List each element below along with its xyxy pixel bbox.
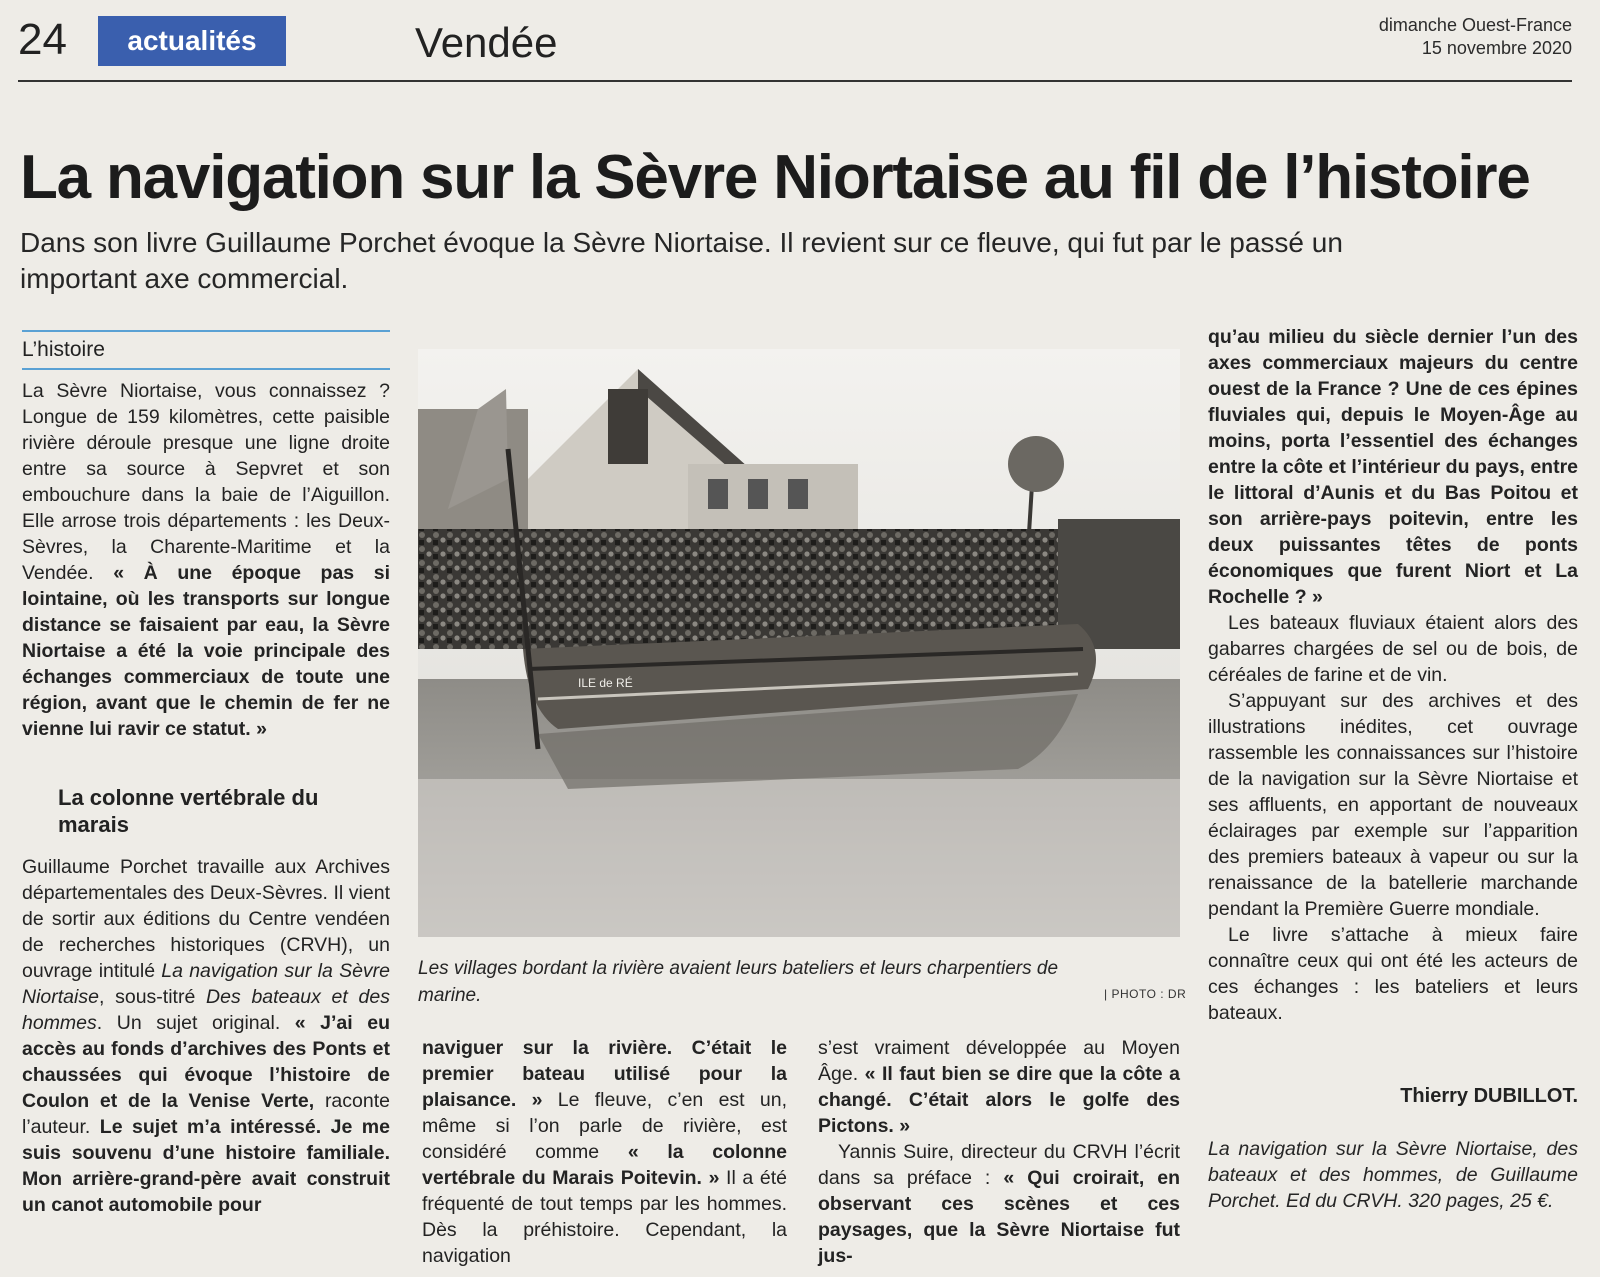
quote-run: « la colonne vertébrale du Marais Poitevin. » [422, 1141, 787, 1189]
region-title: Vendée [415, 19, 558, 66]
text-run: Le fleuve, c’en est un, même si l’on parle de rivière, est considéré comme [422, 1089, 787, 1163]
quote-run: naviguer sur la rivière. C’était le premier bateau utilisé pour la plaisance. » [422, 1037, 787, 1111]
article-standfirst: Dans son livre Guillaume Porchet évoque la Sèvre Niortaise. Il revient sur ce fleuve, qui fut par le passé un important axe commercial. [20, 227, 1343, 294]
book-title: La navigation sur la Sèvre Niortaise [22, 960, 391, 1008]
quote-run: « J’ai eu accès au fonds d’archives des Ponts et chaussées qui évoque l’histoire de Coulon et de la Venise Verte, [22, 1012, 390, 1112]
text-run: , sous-titré [98, 986, 207, 1008]
quote-run: « Qui croirait, en observant ces scènes et ces paysages, que la Sèvre Niortaise fut jus- [818, 1167, 1180, 1267]
column-4 [1208, 324, 1578, 1026]
text-run: La Sèvre Niortaise, vous connaissez ? Longue de 159 kilomètres, cette paisible rivière déroule presque une ligne droite entre sa source à Sepvret et son embouchure dans la baie de l’Aiguillon. Elle arrose trois départements : les Deux-Sèvres, la Charente-Maritime et la Vendée. [22, 380, 390, 584]
quote-run: « Il faut bien se dire que la côte a changé. C’était alors le golfe des Pictons. » [818, 1063, 1180, 1137]
column-1-continued [22, 854, 390, 1218]
subhead-histoire: L’histoire [22, 330, 390, 370]
paragraph: S’appuyant sur des archives et des illustrations inédites, cet ouvrage rassemble les connaissances sur l’histoire de la navigation sur la Sèvre Niortaise et ses affluents, en apportant de nouveaux éclairages par exemple sur l’apparition des premiers bateaux à vapeur ou sur la renaissance de la batellerie marchande pendant la Première Guerre mondiale. [1208, 690, 1578, 920]
quote-run: « À une époque pas si lointaine, où les transports sur longue distance se faisaient par eau, la Sèvre Niortaise a été la voie principale des échanges commerciaux de toute une région, avant que le chemin de fer ne vienne lui ravir ce statut. » [22, 562, 390, 740]
date-block [1379, 14, 1572, 60]
paragraph: Le livre s’attache à mieux faire connaître ceux qui ont été les acteurs de ces échanges : les bateliers et leurs bateaux. [1208, 924, 1578, 1024]
newspaper-day: dimanche Ouest-France [1378, 15, 1572, 35]
paragraph [818, 1139, 1180, 1269]
masthead-rule [18, 80, 1572, 82]
column-3 [818, 1035, 1180, 1269]
article-photo [418, 349, 1180, 937]
photo-caption: Les villages bordant la rivière avaient leurs bateliers et leurs charpentiers de marine. [418, 958, 1059, 1006]
paragraph [22, 854, 390, 1218]
book-subtitle: Des bateaux et des hommes [22, 986, 390, 1034]
text-run: Yannis Suire, directeur du CRVH l’écrit dans sa préface : [818, 1141, 1180, 1189]
text-run: Guillaume Porchet travaille aux Archives départementales des Deux-Sèvres. Il vient de sortir aux éditions du Centre vendéen de recherches historiques (CRVH), un ouvrage intitulé [22, 856, 390, 982]
section-badge: actualités [98, 16, 286, 66]
text-run: s’est vraiment développée au Moyen Âge. [818, 1037, 1180, 1085]
column-1 [22, 378, 390, 742]
boat-name-label: ILE de RÉ [578, 676, 633, 690]
paragraph: Les bateaux fluviaux étaient alors des gabarres chargées de sel ou de bois, de céréales de farine et de vin. [1208, 612, 1578, 686]
author-signature: Thierry DUBILLOT. [1400, 1085, 1578, 1107]
column-2 [422, 1035, 787, 1269]
text-run: Il a été fréquenté de tout temps par les hommes. Dès la préhistoire. Cependant, la navigation [422, 1167, 787, 1267]
photo-credit: | PHOTO : DR [1104, 987, 1187, 1001]
photo-boat-crowd [418, 349, 1180, 937]
paragraph [1208, 324, 1578, 610]
book-reference: La navigation sur la Sèvre Niortaise, des bateaux et des hommes, de Guillaume Porchet. Ed du CRVH. 320 pages, 25 €. [1208, 1138, 1578, 1212]
page-number: 24 [18, 15, 67, 64]
article-headline: La navigation sur la Sèvre Niortaise au fil de l’histoire [20, 143, 1530, 212]
quote-run: Le sujet m’a intéressé. Je me suis souvenu d’une histoire familiale. Mon arrière-grand-père avait construit un canot automobile pour [22, 1116, 390, 1216]
paragraph [422, 1035, 787, 1269]
paragraph [818, 1035, 1180, 1139]
text-run: . Un sujet original. [96, 1012, 295, 1034]
quote-run: qu’au milieu du siècle dernier l’un des axes commerciaux majeurs du centre ouest de la France ? Une de ces épines fluviales qui, depuis le Moyen-Âge au moins, porta l’essentiel des échanges entre la côte et l’intérieur du pays, entre le littoral d’Aunis et du Bas Poitou et son arrière-pays poitevin, entre les deux puissantes têtes de ponts économiques que furent Niort et La Rochelle ? » [1208, 326, 1578, 608]
subhead-colonne-vertebrale: La colonne vertébrale du marais [58, 785, 319, 837]
newspaper-date: 15 novembre 2020 [1421, 38, 1572, 58]
text-run: raconte l’auteur. [22, 1090, 390, 1138]
paragraph [22, 378, 390, 742]
